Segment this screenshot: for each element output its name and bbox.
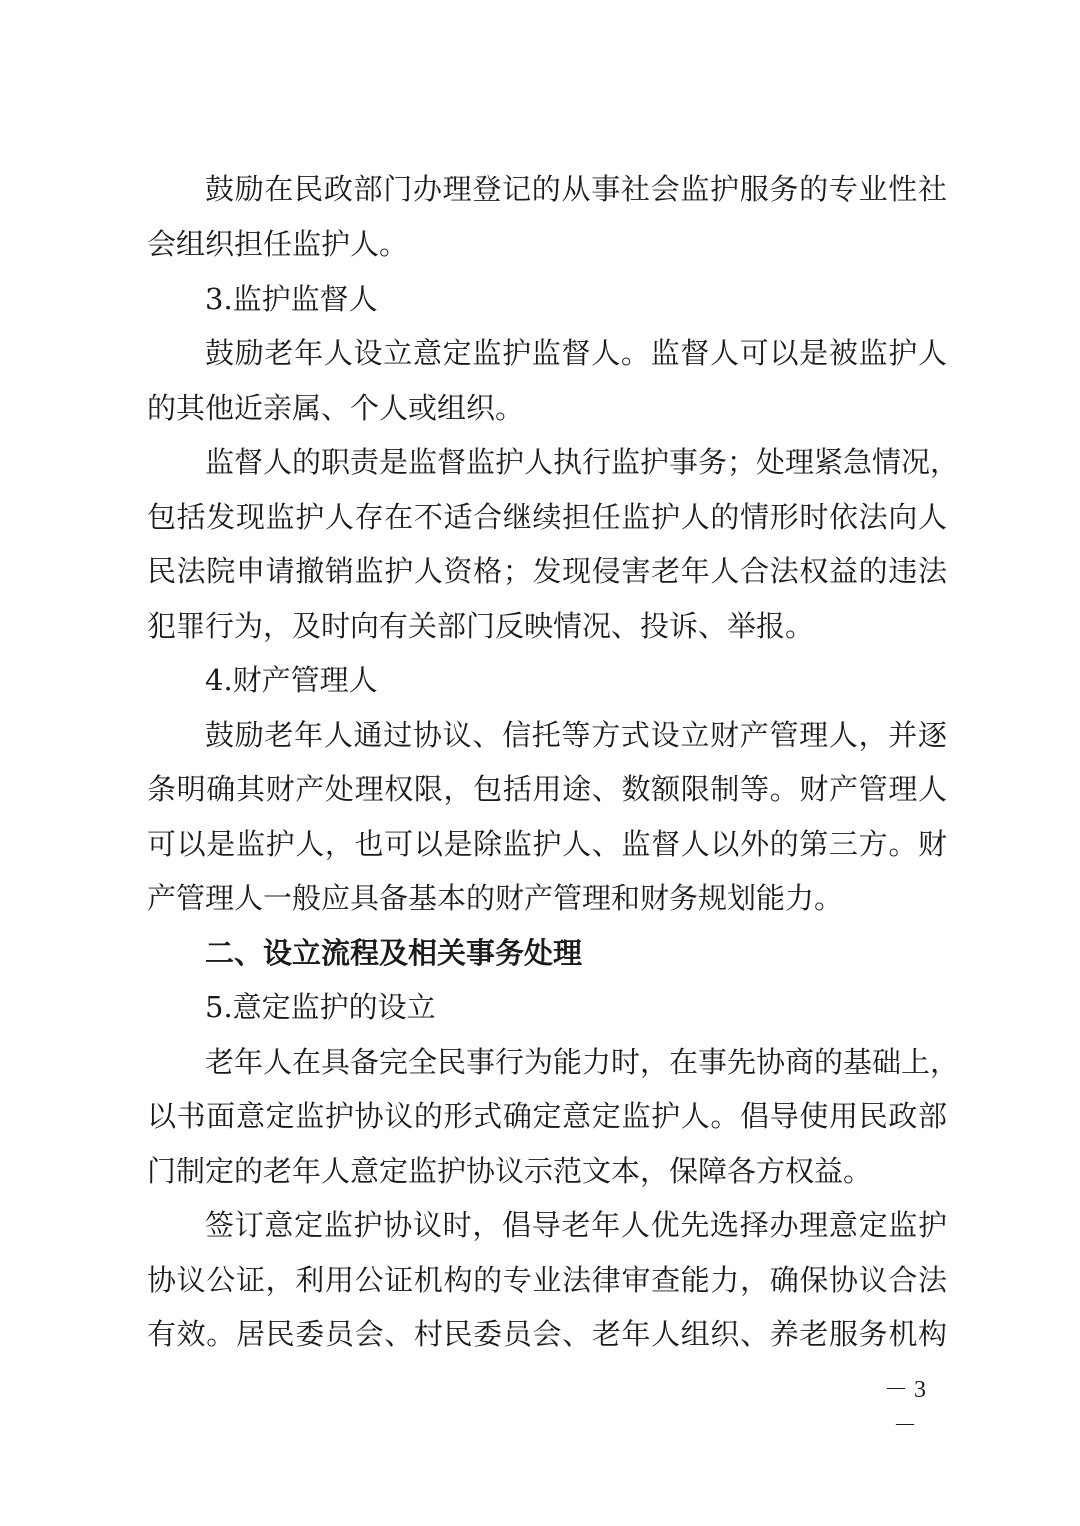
paragraph-line: 鼓励老年人通过协议、信托等方式设立财产管理人，并逐 — [205, 718, 947, 752]
section-heading-5: 5.意定监护的设立 — [205, 990, 436, 1024]
page-number: － 3 － — [884, 1377, 926, 1439]
paragraph-line: 监督人的职责是监督监护人执行监护事务；处理紧急情况， — [205, 445, 960, 479]
paragraph-line: 鼓励在民政部门办理登记的从事社会监护服务的专业性社 — [205, 172, 947, 206]
paragraph-line: 门制定的老年人意定监护协议示范文本，保障各方权益。 — [147, 1154, 873, 1188]
paragraph-line: 有效。居民委员会、村民委员会、老年人组织、养老服务机构 — [147, 1317, 947, 1351]
paragraph-line: 会组织担任监护人。 — [147, 227, 409, 261]
paragraph-line: 以书面意定监护协议的形式确定意定监护人。倡导使用民政部 — [147, 1099, 947, 1133]
paragraph-line: 包括发现监护人存在不适合继续担任监护人的情形时依法向人 — [147, 500, 947, 534]
paragraph-line: 签订意定监护协议时，倡导老年人优先选择办理意定监护 — [205, 1208, 947, 1242]
section-heading-4: 4.财产管理人 — [205, 663, 378, 697]
paragraph-line: 条明确其财产处理权限，包括用途、数额限制等。财产管理人 — [147, 772, 947, 806]
chapter-heading: 二、设立流程及相关事务处理 — [205, 936, 583, 970]
paragraph-line: 老年人在具备完全民事行为能力时，在事先协商的基础上， — [205, 1045, 960, 1079]
section-heading-3: 3.监护监督人 — [205, 282, 378, 316]
paragraph-line: 鼓励老年人设立意定监护监督人。监督人可以是被监护人 — [205, 336, 947, 370]
paragraph-line: 协议公证，利用公证机构的专业法律审查能力，确保协议合法 — [147, 1263, 947, 1297]
paragraph-line: 可以是监护人，也可以是除监护人、监督人以外的第三方。财 — [147, 827, 947, 861]
paragraph-line: 犯罪行为，及时向有关部门反映情况、投诉、举报。 — [147, 609, 815, 643]
paragraph-line: 的其他近亲属、个人或组织。 — [147, 391, 525, 425]
paragraph-line: 民法院申请撤销监护人资格；发现侵害老年人合法权益的违法 — [147, 554, 947, 588]
paragraph-line: 产管理人一般应具备基本的财产管理和财务规划能力。 — [147, 881, 844, 915]
